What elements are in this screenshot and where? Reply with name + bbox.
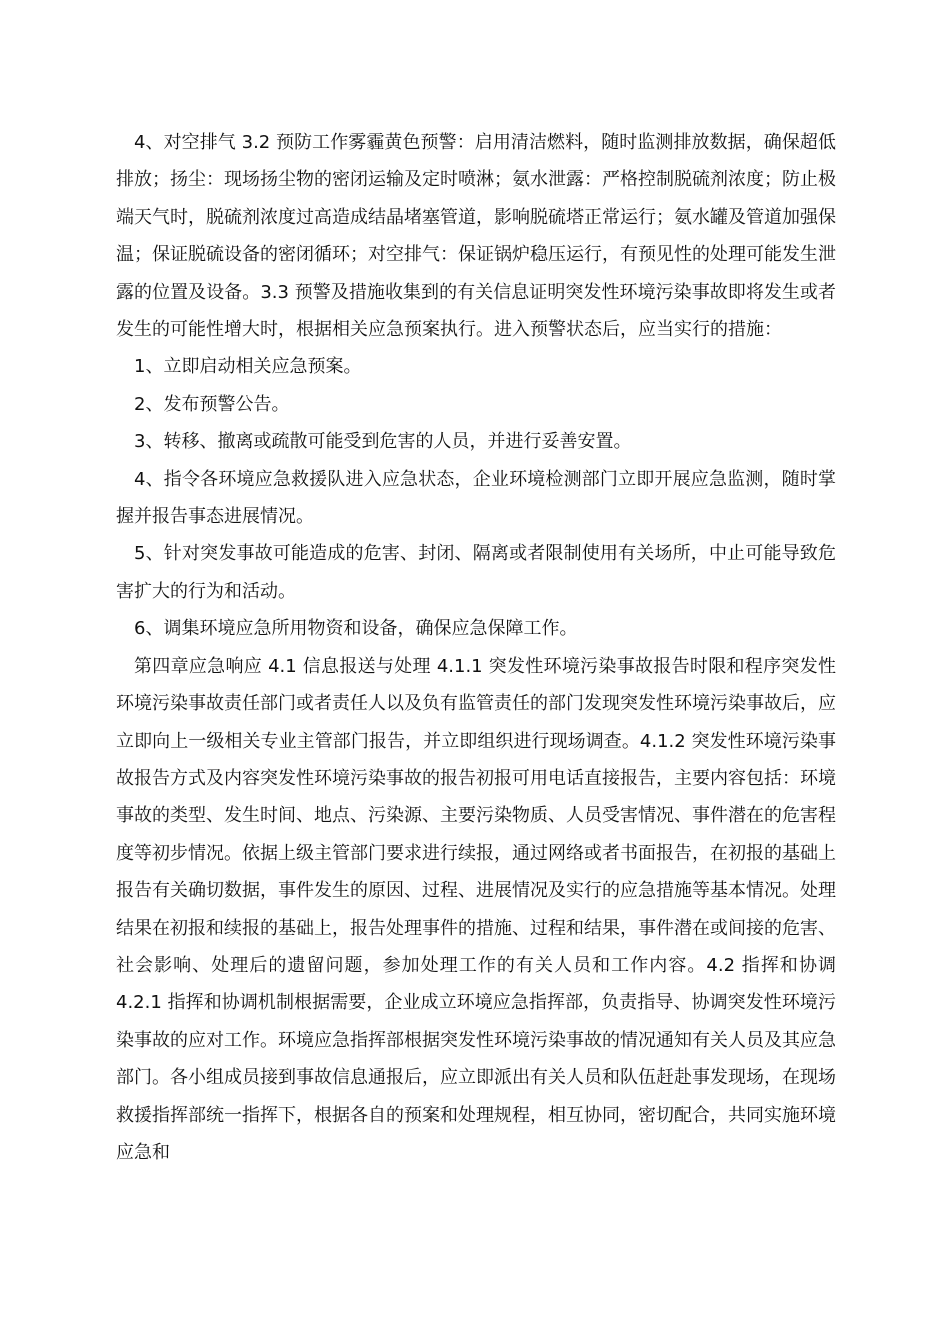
paragraph-air-emission-warning: 4、对空排气 3.2 预防工作雾霾黄色预警：启用清洁燃料，随时监测排放数据，确保超低排放；扬尘：现场扬尘物的密闭运输及定时喷淋；氨水泄露：严格控制脱硫剂浓度；防止极端天气时，脱硫剂浓度过高造成结晶堵塞管道，影响脱硫塔正常运行；氨水罐及管道加强保温；保证脱硫设备的密闭循环；对空排气：保证锅炉稳压运行，有预见性的处理可能发生泄露的位置及设备。3.3 预警及措施收集到的有关信息证明突发性环境污染事故即将发生或者发生的可能性增大时，根据相关应急预案执行。进入预警状态后，应当实行的措施：: [116, 132, 836, 341]
document-body: [116, 124, 836, 1171]
paragraph-item-2: 2、发布预警公告。: [134, 393, 290, 415]
paragraph-item-5: 5、针对突发事故可能造成的危害、封闭、隔离或者限制使用有关场所，中止可能导致危害扩大的行为和活动。: [116, 543, 836, 602]
paragraph-chapter-4: 第四章应急响应 4.1 信息报送与处理 4.1.1 突发性环境污染事故报告时限和程序突发性环境污染事故责任部门或者责任人以及负有监管责任的部门发现突发性环境污染事故后，应立即向上一级相关专业主管部门报告，并立即组织进行现场调查。4.1.2 突发性环境污染事故报告方式及内容突发性环境污染事故的报告初报可用电话直接报告，主要内容包括：环境事故的类型、发生时间、地点、污染源、主要污染物质、人员受害情况、事件潜在的危害程度等初步情况。依据上级主管部门要求进行续报，通过网络或者书面报告，在初报的基础上报告有关确切数据，事件发生的原因、过程、进展情况及实行的应急措施等基本情况。处理结果在初报和续报的基础上，报告处理事件的措施、过程和结果，事件潜在或间接的危害、社会影响、处理后的遗留问题，参加处理工作的有关人员和工作内容。4.2 指挥和协调 4.2.1 指挥和协调机制根据需要，企业成立环境应急指挥部，负责指导、协调突发性环境污染事故的应对工作。环境应急指挥部根据突发性环境污染事故的情况通知有关人员及其应急部门。各小组成员接到事故信息通报后，应立即派出有关人员和队伍赶赴事发现场，在现场救援指挥部统一指挥下，根据各自的预案和处理规程，相互协同，密切配合，共同实施环境应急和: [116, 655, 836, 1163]
paragraph-item-1: 1、立即启动相关应急预案。: [134, 356, 362, 378]
paragraph-item-3: 3、转移、撤离或疏散可能受到危害的人员，并进行妥善安置。: [134, 431, 632, 453]
paragraph-item-4: 4、指令各环境应急救援队进入应急状态，企业环境检测部门立即开展应急监测，随时掌握并报告事态进展情况。: [116, 468, 836, 528]
paragraph-item-6: 6、调集环境应急所用物资和设备，确保应急保障工作。: [134, 618, 578, 640]
